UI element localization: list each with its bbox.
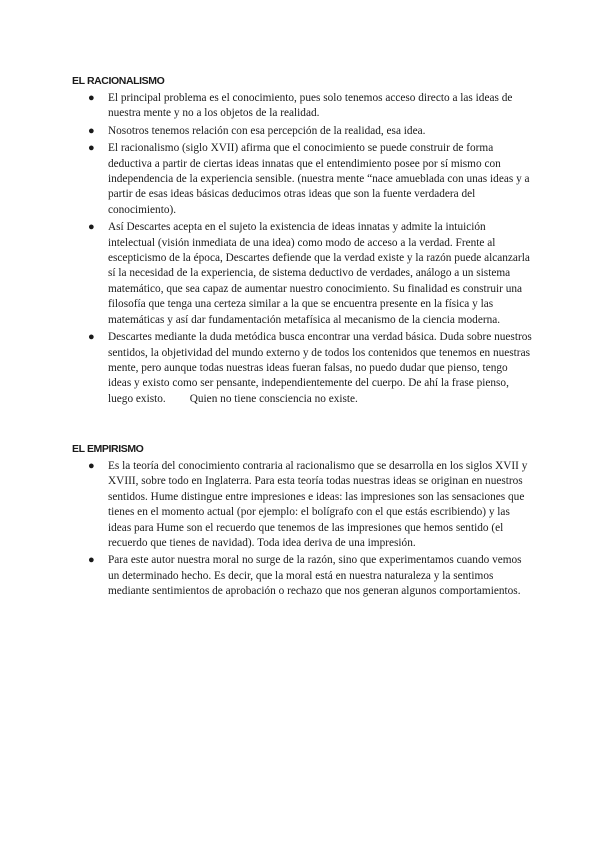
empirismo-list bbox=[72, 459, 532, 602]
section-title-racionalismo: EL RACIONALISMO bbox=[72, 75, 165, 87]
list-item bbox=[72, 553, 532, 599]
bullet-icon: ● bbox=[88, 331, 95, 344]
racionalismo-list bbox=[72, 91, 532, 409]
list-item-text: Para este autor nuestra moral no surge de la razón, sino que experimentamos cuando vemos un determinado hecho. Es decir, que la moral está en nuestra naturaleza y la sentimos mediante sentimientos de aprobación o rechazo que nos generan algunos comportamientos. bbox=[108, 554, 522, 598]
list-item bbox=[72, 459, 532, 551]
list-item bbox=[72, 141, 532, 218]
section-title-empirismo: EL EMPIRISMO bbox=[72, 443, 144, 455]
list-item bbox=[72, 124, 532, 139]
bullet-icon: ● bbox=[88, 92, 95, 104]
list-item bbox=[72, 220, 532, 328]
list-item-text: Descartes mediante la duda metódica busca encontrar una verdad básica. Duda sobre nuestros sentidos, la objetividad del mundo externo y de todos los contenidos que tenemos en nuestras mente, pero aunque todas nuestras ideas fueran falsas, no puedo dudar que pienso, tengo ideas y existo como ser pensante, independientemente del cuerpo. De ahí la frase pienso, luego existo. bbox=[108, 331, 532, 405]
list-item-text: Así Descartes acepta en el sujeto la existencia de ideas innatas y admite la intuición intelectual (visión inmediata de una idea) como modo de acceso a la verdad. Frente al escepticismo de la época, Descartes defiende que la verdad existe y la razón puede alcanzarla sí la necesidad de la experiencia, de sistema deductivo de verdades, análogo a un sistema matemático, que sea capaz de aumentar nuestro conocimiento. Su finalidad es construir una filosofía que tenga una certeza similar a la que se encuentra presente en la física y las matemáticas y así dar fundamentación metafísica al mecanismo de la ciencia moderna. bbox=[108, 221, 530, 326]
bullet-icon: ● bbox=[88, 554, 95, 567]
bullet-icon: ● bbox=[88, 460, 95, 472]
list-item-text: Nosotros tenemos relación con esa percepción de la realidad, esa idea. bbox=[108, 124, 426, 137]
list-item bbox=[72, 330, 532, 407]
list-item-text: El principal problema es el conocimiento, pues solo tenemos acceso directo a las ideas de nuestra mente y no a los objetos de la realidad. bbox=[108, 92, 513, 120]
list-item bbox=[72, 91, 532, 122]
list-item-text: Es la teoría del conocimiento contraria al racionalismo que se desarrolla en los siglos XVII y XVIII, sobre todo en Inglaterra. Para esta teoría todas nuestras ideas se originan en nuestros sentidos. Hume distingue entre impresiones e ideas: las impresiones son las sensaciones que tienes en el momento actual (por ejemplo: el bolígrafo con el que estás escribiendo) y las ideas para Hume son el recuerdo que tenemos de las impresiones que hemos sentido (el recuerdo que tienes de navidad). Toda idea deriva de una impresión. bbox=[108, 460, 528, 550]
list-item-extra-text: Quien no tiene consciencia no existe. bbox=[189, 392, 358, 405]
bullet-icon: ● bbox=[88, 142, 95, 155]
bullet-icon: ● bbox=[88, 221, 95, 234]
bullet-icon: ● bbox=[88, 124, 95, 137]
list-item-text: El racionalismo (siglo XVII) afirma que el conocimiento se puede construir de forma deductiva a partir de ciertas ideas innatas que el entendimiento posee por sí mismo con independencia de la experiencia sensible. (nuestra mente “nace amueblada con unas ideas y a partir de esas ideas básicas deducimos otras ideas que son la fuente verdadera del conocimiento). bbox=[108, 142, 530, 216]
